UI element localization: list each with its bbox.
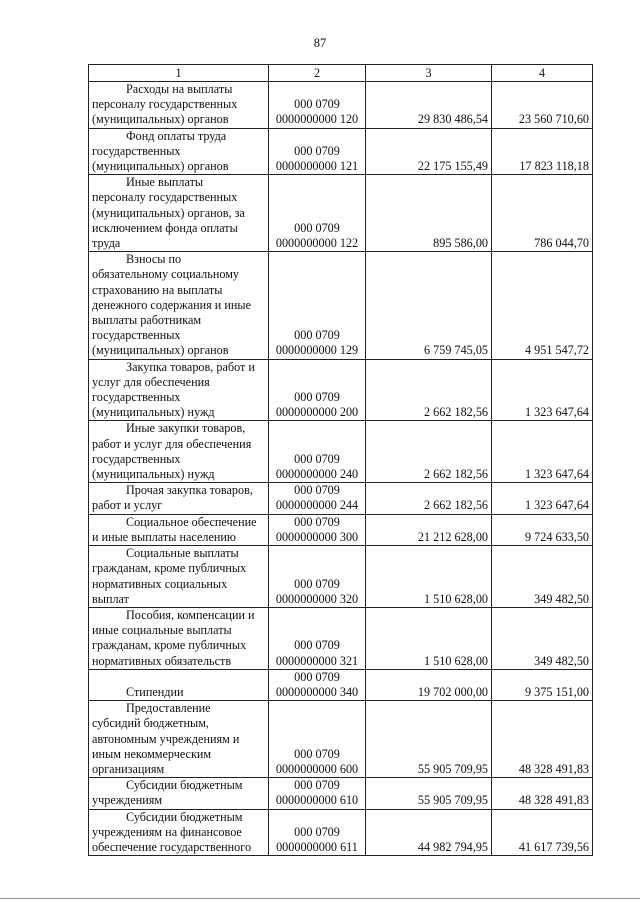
expense-name-line: государственных: [92, 390, 181, 405]
budget-code-cell: [269, 778, 366, 809]
budget-code-cell: [269, 82, 366, 129]
table-row: [89, 778, 593, 809]
expense-name-line: (муниципальных) нужд: [92, 405, 215, 420]
table-row: [89, 809, 593, 856]
table-row: [89, 669, 593, 700]
expense-name-line: государственных: [92, 143, 181, 158]
expense-name-line: персоналу государственных: [92, 97, 238, 112]
expense-name-cell: [89, 778, 269, 809]
budget-code-line: 000 0709: [294, 746, 340, 761]
budget-code-line: 0000000000 340: [275, 684, 359, 699]
expense-name-line: (муниципальных) органов: [92, 112, 229, 127]
expense-name-line: Иные закупки товаров,: [126, 421, 246, 436]
amount-cell-col3: 55 905 709,95: [366, 701, 492, 778]
expense-name-line: исключением фонда оплаты: [92, 220, 238, 235]
expense-name-line: Стипендии: [126, 684, 184, 699]
expense-name-line: выплат: [92, 591, 129, 606]
budget-code-line: 000 0709: [294, 220, 340, 235]
expense-name-line: Предоставление: [126, 701, 211, 716]
expense-name-line: денежного содержания и иные: [92, 297, 252, 312]
expense-name-line: Закупка товаров, работ и: [126, 359, 255, 374]
budget-code-line: 0000000000 244: [275, 498, 359, 513]
table-row: [89, 483, 593, 514]
budget-code-line: 000 0709: [294, 669, 340, 684]
amount-cell-col4: 1 323 647,64: [492, 359, 593, 421]
amount-cell-col3: 19 702 000,00: [366, 669, 492, 700]
budget-code-line: 000 0709: [294, 483, 340, 498]
table-header-row: [89, 65, 593, 82]
table-row: [89, 359, 593, 421]
amount-cell-col3: 1 510 628,00: [366, 546, 492, 608]
expense-name-line: иные социальные выплаты: [92, 623, 232, 638]
expense-name-line: государственных: [92, 328, 181, 343]
amount-cell-col3: 22 175 155,49: [366, 128, 492, 175]
expense-name-cell: [89, 128, 269, 175]
expense-name-line: (муниципальных) органов, за: [92, 205, 245, 220]
expense-name-line: нормативных обязательств: [92, 653, 232, 668]
amount-cell-col4: 349 482,50: [492, 607, 593, 669]
expense-name-line: (муниципальных) органов: [92, 159, 229, 174]
expense-name-line: Расходы на выплаты: [126, 82, 233, 96]
budget-code-line: 000 0709: [294, 97, 340, 112]
budget-code-line: 000 0709: [294, 514, 340, 529]
amount-cell-col3: 2 662 182,56: [366, 483, 492, 514]
expense-name-cell: [89, 175, 269, 252]
amount-cell-col3: 2 662 182,56: [366, 421, 492, 483]
budget-code-cell: [269, 514, 366, 545]
budget-code-line: 0000000000 120: [275, 112, 359, 127]
expense-name-line: работ и услуг: [92, 498, 163, 513]
amount-cell-col3: 21 212 628,00: [366, 514, 492, 545]
amount-cell-col3: 1 510 628,00: [366, 607, 492, 669]
expense-name-line: организациям: [92, 761, 165, 776]
expense-name-line: учреждениям на финансовое: [92, 824, 242, 839]
budget-code-line: 000 0709: [294, 824, 340, 839]
budget-code-cell: [269, 546, 366, 608]
expense-name-line: (муниципальных) органов: [92, 343, 229, 358]
column-header-4: 4: [492, 65, 593, 82]
amount-cell-col4: 9 724 633,50: [492, 514, 593, 545]
table-row: [89, 701, 593, 778]
budget-code-line: 0000000000 129: [275, 343, 359, 358]
expense-name-cell: [89, 546, 269, 608]
amount-cell-col4: 786 044,70: [492, 175, 593, 252]
expense-name-line: субсидий бюджетным,: [92, 716, 209, 731]
budget-code-line: 000 0709: [294, 778, 340, 793]
expense-name-line: Субсидии бюджетным: [126, 778, 243, 793]
budget-code-cell: [269, 421, 366, 483]
expense-name-line: Социальные выплаты: [126, 546, 239, 561]
amount-cell-col3: 6 759 745,05: [366, 252, 492, 359]
expense-name-line: Пособия, компенсации и: [126, 607, 255, 622]
expense-name-line: учреждениям: [92, 793, 163, 808]
budget-code-cell: [269, 483, 366, 514]
expense-name-line: Иные выплаты: [126, 175, 204, 190]
budget-code-line: 0000000000 600: [275, 761, 359, 776]
expense-name-cell: [89, 252, 269, 359]
amount-cell-col4: 17 823 118,18: [492, 128, 593, 175]
column-header-1: 1: [89, 65, 269, 82]
budget-code-line: 000 0709: [294, 638, 340, 653]
budget-code-line: 0000000000 122: [275, 236, 359, 251]
expense-name-line: Социальное обеспечение: [126, 514, 257, 529]
expense-name-cell: [89, 82, 269, 129]
expense-name-cell: [89, 607, 269, 669]
expense-name-line: (муниципальных) нужд: [92, 467, 215, 482]
budget-code-cell: [269, 252, 366, 359]
amount-cell-col3: 895 586,00: [366, 175, 492, 252]
column-header-3: 3: [366, 65, 492, 82]
amount-cell-col4: 48 328 491,83: [492, 778, 593, 809]
expense-name-cell: [89, 483, 269, 514]
budget-code-line: 000 0709: [294, 576, 340, 591]
expense-name-line: нормативных социальных: [92, 576, 228, 591]
expense-name-cell: [89, 809, 269, 856]
amount-cell-col4: 4 951 547,72: [492, 252, 593, 359]
budget-code-cell: [269, 128, 366, 175]
expense-name-line: обеспечение государственного: [92, 839, 252, 854]
expense-name-line: обязательному социальному: [92, 267, 240, 282]
expense-name-line: Прочая закупка товаров,: [126, 483, 253, 498]
budget-code-line: 0000000000 200: [275, 405, 359, 420]
amount-cell-col4: 349 482,50: [492, 546, 593, 608]
table-row: [89, 607, 593, 669]
budget-code-cell: [269, 809, 366, 856]
table-row: [89, 82, 593, 129]
budget-code-line: 000 0709: [294, 390, 340, 405]
budget-code-line: 0000000000 321: [275, 653, 359, 668]
column-header-2: 2: [269, 65, 366, 82]
budget-code-cell: [269, 701, 366, 778]
amount-cell-col3: 55 905 709,95: [366, 778, 492, 809]
expense-name-line: страхованию на выплаты: [92, 282, 223, 297]
budget-code-line: 000 0709: [294, 143, 340, 158]
amount-cell-col4: 1 323 647,64: [492, 483, 593, 514]
expense-name-line: Субсидии бюджетным: [126, 809, 243, 824]
expense-name-line: работ и услуг для обеспечения: [92, 436, 252, 451]
budget-code-cell: [269, 669, 366, 700]
amount-cell-col3: 44 982 794,95: [366, 809, 492, 856]
expense-name-cell: [89, 421, 269, 483]
expense-name-cell: [89, 669, 269, 700]
budget-code-line: 000 0709: [294, 451, 340, 466]
scan-edge-divider: [0, 898, 640, 899]
budget-code-line: 000 0709: [294, 328, 340, 343]
expense-name-line: гражданам, кроме публичных: [92, 638, 247, 653]
budget-code-cell: [269, 359, 366, 421]
budget-code-line: 0000000000 610: [275, 793, 359, 808]
amount-cell-col4: 41 617 739,56: [492, 809, 593, 856]
budget-code-line: 0000000000 121: [275, 159, 359, 174]
expense-name-line: услуг для обеспечения: [92, 374, 210, 389]
page-number: 87: [313, 36, 327, 50]
amount-cell-col4: 1 323 647,64: [492, 421, 593, 483]
expense-name-cell: [89, 514, 269, 545]
budget-code-cell: [269, 175, 366, 252]
budget-table: [88, 64, 593, 856]
expense-name-line: и иные выплаты населению: [92, 529, 237, 544]
budget-code-line: 0000000000 300: [275, 529, 359, 544]
expense-name-line: иным некоммерческим: [92, 746, 212, 761]
table-row: [89, 421, 593, 483]
expense-name-line: автономным учреждениям и: [92, 731, 240, 746]
table-row: [89, 252, 593, 359]
expense-name-line: персоналу государственных: [92, 190, 238, 205]
amount-cell-col3: 2 662 182,56: [366, 359, 492, 421]
amount-cell-col3: 29 830 486,54: [366, 82, 492, 129]
budget-code-line: 0000000000 240: [275, 467, 359, 482]
amount-cell-col4: 9 375 151,00: [492, 669, 593, 700]
expense-name-cell: [89, 359, 269, 421]
amount-cell-col4: 23 560 710,60: [492, 82, 593, 129]
expense-name-line: Взносы по: [126, 252, 182, 267]
expense-name-line: [92, 670, 265, 685]
amount-cell-col4: 48 328 491,83: [492, 701, 593, 778]
expense-name-line: выплаты работникам: [92, 313, 202, 328]
expense-name-line: труда: [92, 236, 121, 251]
budget-code-cell: [269, 607, 366, 669]
expense-name-line: Фонд оплаты труда: [126, 128, 227, 143]
expense-name-line: гражданам, кроме публичных: [92, 561, 247, 576]
budget-code-line: 0000000000 611: [276, 839, 358, 854]
expense-name-line: государственных: [92, 451, 181, 466]
table-body: [89, 82, 593, 856]
table-row: [89, 514, 593, 545]
table-row: [89, 128, 593, 175]
table-row: [89, 175, 593, 252]
expense-name-cell: [89, 701, 269, 778]
table-row: [89, 546, 593, 608]
budget-code-line: 0000000000 320: [275, 591, 359, 606]
